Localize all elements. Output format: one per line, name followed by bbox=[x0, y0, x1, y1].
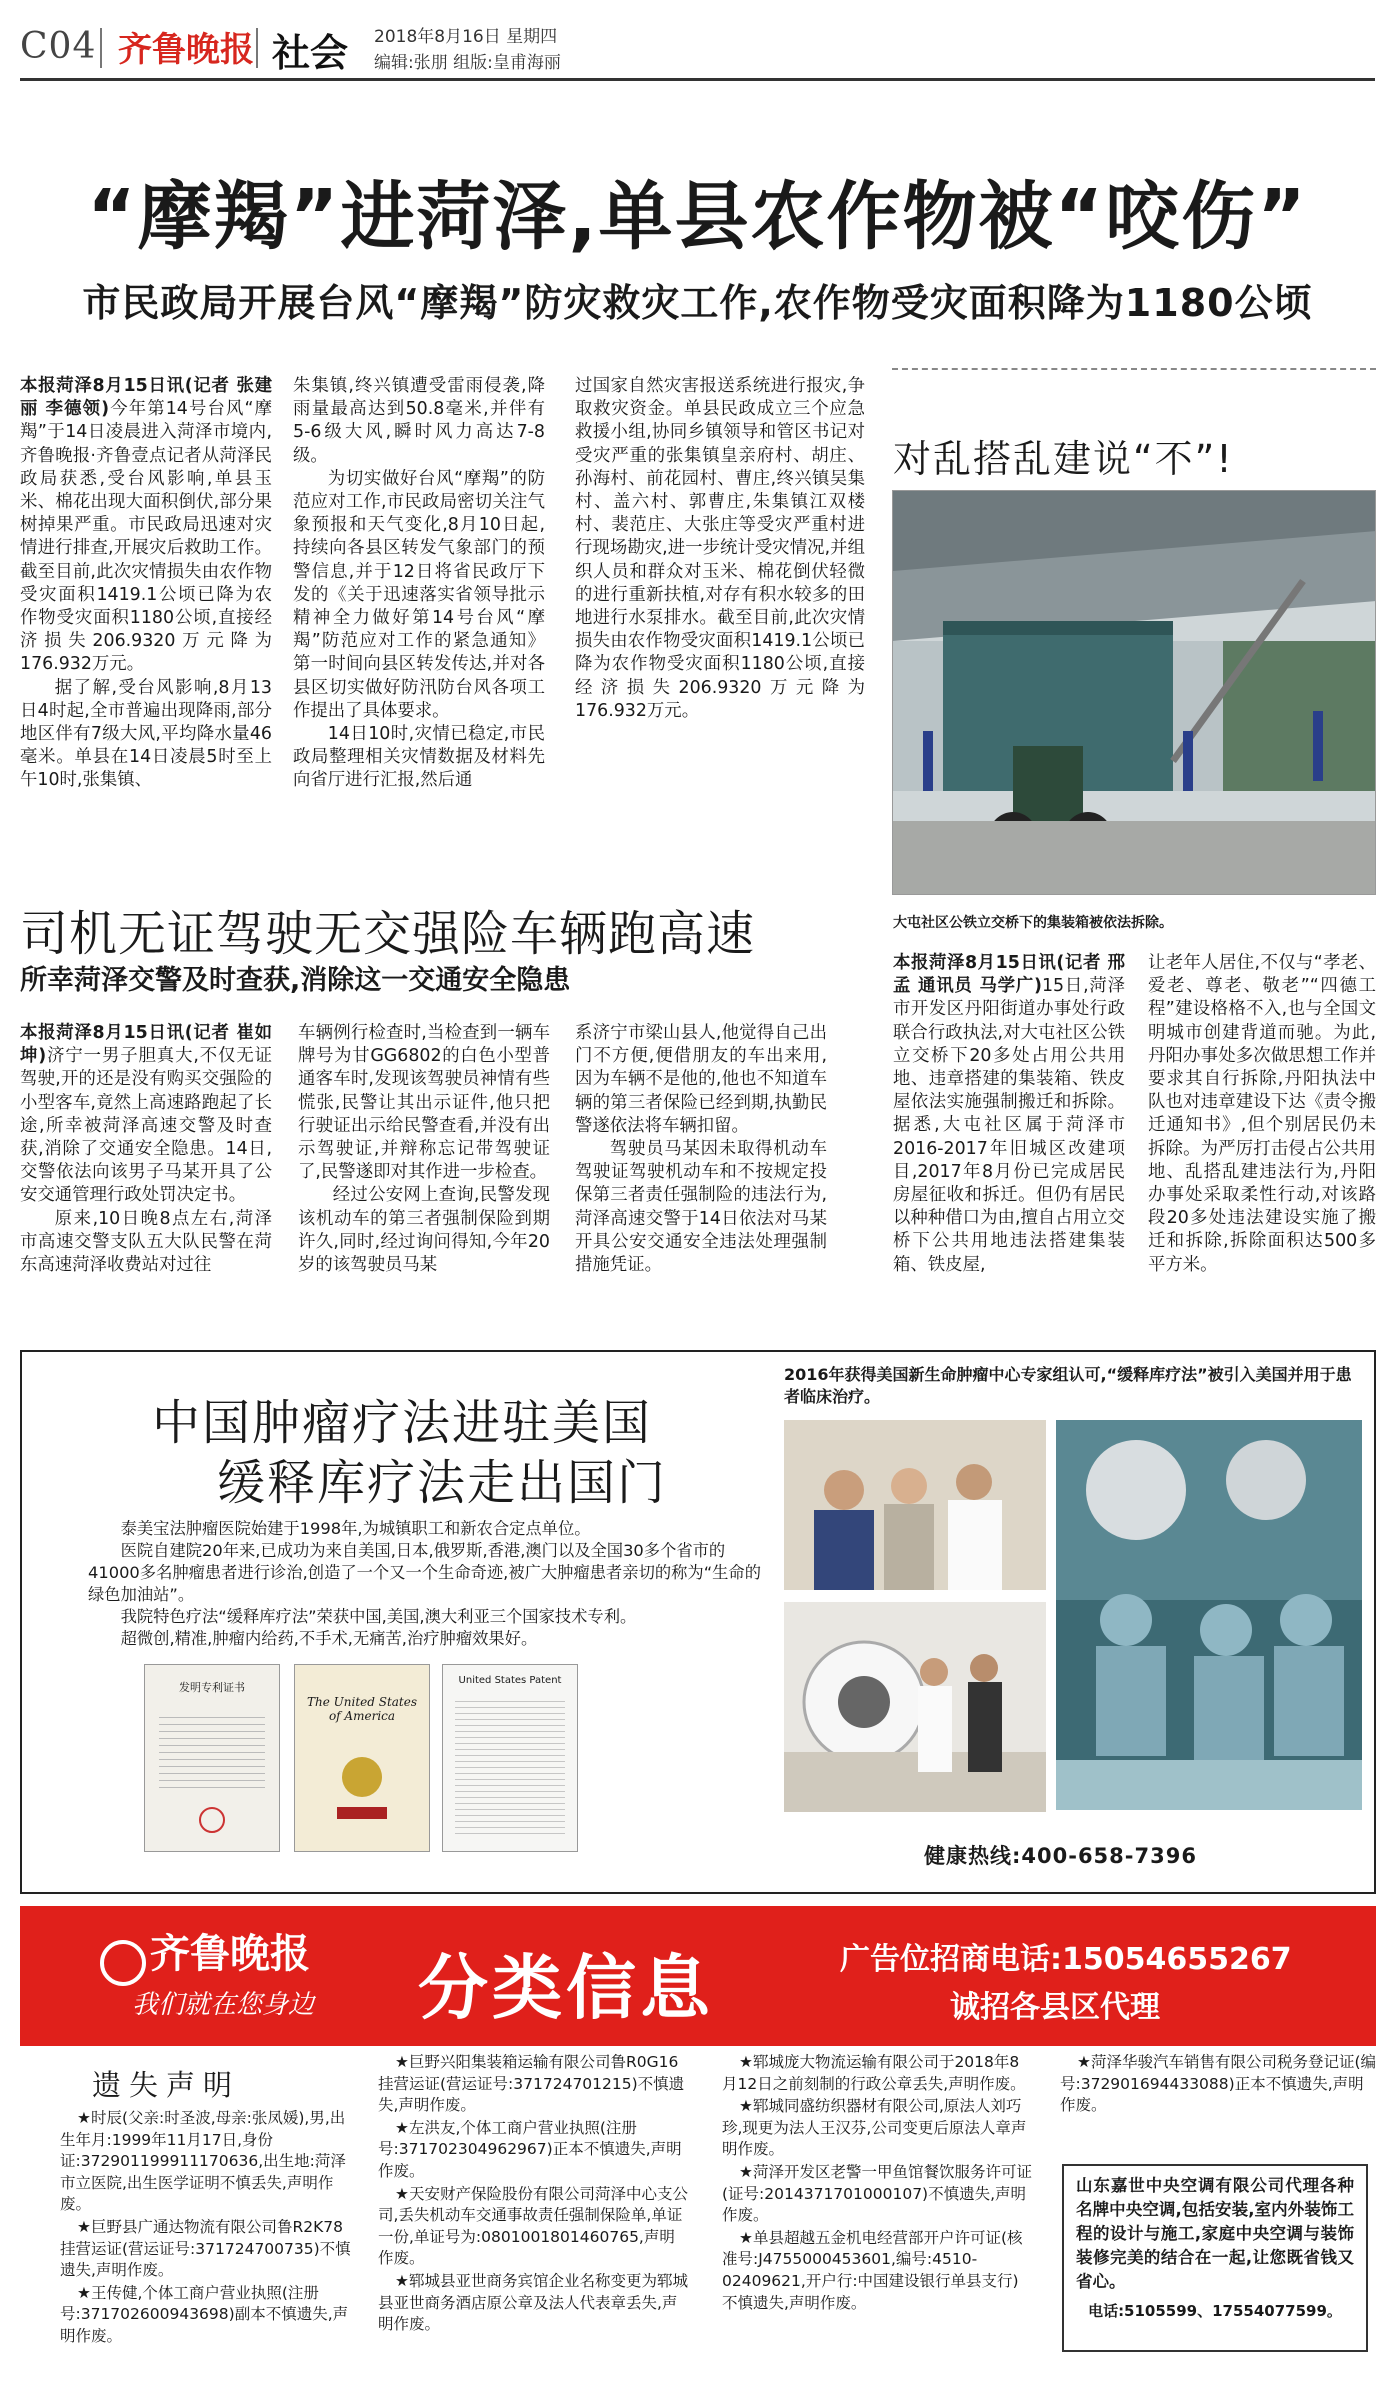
ad-paragraph: 医院自建院20年来,已成功为来自美国,日本,俄罗斯,香港,澳门以及全国30多个省市的41000多名肿瘤患者进行诊治,创造了一个又一个生命奇迹,被广大肿瘤患者亲切的称为“生命的绿色加油站”。 bbox=[88, 1541, 761, 1604]
certificate-text-lines bbox=[159, 1711, 265, 1791]
divider bbox=[256, 28, 258, 68]
classified-entry: ★单县超越五金机电经营部开户许可证(核准号:J4755000453601,编号:4510-02409621,开户行:中国建设银行单县支行)不慎遗失,声明作废。 bbox=[722, 2228, 1023, 2312]
ct-room-illustration bbox=[784, 1602, 1046, 1812]
paragraph: 15日,菏泽市开发区丹阳街道办事处行政联合行政执法,对大屯社区公铁立交桥下20多处占用公共用地、违章搭建的集装箱、铁皮屋依法实施强制搬迁和拆除。据悉,大屯社区属于菏泽市2016-2017年旧城区改建项目,2017年8月份已完成居民房屋征收和拆迁。但仍有居民以种种借口为由,擅自占用立交桥下公共用地违法搭建集装箱、铁皮屋, bbox=[893, 976, 1125, 1275]
ad-paragraph: 泰美宝法肿瘤医院始建于1998年,为城镇职工和新农合定点单位。 bbox=[120, 1519, 591, 1538]
paragraph: 驾驶员马某因未取得机动车驾驶证驾驶机动车和不按规定投保第三者责任强制险的违法行为,菏泽高速交警于14日依法对马某开具公安交通安全违法处理强制措施凭证。 bbox=[575, 1139, 827, 1276]
paragraph: 据了解,受台风影响,8月13日4时起,全市普遍出现降雨,部分地区伴有7级大风,平均降水量46毫米。单县在14日凌晨5时至上午10时,张集镇、 bbox=[20, 677, 272, 791]
classified-entry: ★左洪友,个体工商户营业执照(注册号:371702304962967)正本不慎遗失,声明作废。 bbox=[378, 2118, 682, 2180]
classified-col-2 bbox=[378, 2052, 688, 2337]
divider bbox=[100, 28, 102, 68]
classified-col-4 bbox=[1060, 2052, 1376, 2118]
classified-entry: ★郓城同盛纺织器材有限公司,原法人刘巧珍,现更为法人王汉芬,公司变更后原法人章声明作废。 bbox=[722, 2097, 1027, 2159]
issue-date: 2018年8月16日 星期四 bbox=[374, 27, 558, 47]
aircon-ad-box bbox=[1062, 2164, 1368, 2352]
paragraph: 系济宁市梁山县人,他觉得自己出门不方便,便借朋友的车出来用,因为车辆不是他的,他也不知道车辆的第三者保险已经到期,执勤民警遂依法将车辆扣留。 bbox=[575, 1023, 827, 1136]
byline: 本报菏泽8月15日讯(记者 张建丽 李德领) bbox=[20, 376, 272, 420]
paragraph: 车辆例行检查时,当检查到一辆车牌号为甘GG6802的白色小型普通客车时,发现该驾驶员神情有些慌张,民警让其出示证件,他只把行驶证出示给民警查看,并没有出示驾驶证,并辩称忘记带驾驶证了,民警遂即对其作进一步检查。 bbox=[298, 1023, 550, 1183]
driver-col-3 bbox=[575, 1022, 827, 1277]
page-number: C04 bbox=[20, 26, 97, 67]
classified-entry: ★郓城县亚世商务宾馆企业名称变更为郓城县亚世商务酒店原公章及法人代表章丢失,声明作废。 bbox=[378, 2271, 688, 2334]
classified-col-3 bbox=[722, 2052, 1032, 2315]
photo-caption: 大屯社区公铁立交桥下的集装箱被依法拆除。 bbox=[893, 915, 1173, 931]
classified-entry: ★菏泽华骏汽车销售有限公司税务登记证(编号:372901694433088)正本不慎遗失,声明作废。 bbox=[1060, 2053, 1376, 2115]
ad-paragraph: 超微创,精准,肿瘤内给药,不手术,无痛苦,治疗肿瘤效果好。 bbox=[120, 1629, 538, 1648]
surgery-illustration bbox=[1056, 1420, 1362, 1810]
aircon-ad-phone: 电话:5105599、17554077599。 bbox=[1088, 2302, 1342, 2320]
lead-col-1 bbox=[20, 375, 272, 793]
classified-entry: ★王传健,个体工商户营业执照(注册号:371702600943698)副本不慎遗失,声明作废。 bbox=[60, 2283, 349, 2345]
right-col-2 bbox=[1148, 952, 1376, 1277]
lost-heading: 遗失声明 bbox=[92, 2068, 241, 2102]
paragraph: 过国家自然灾害报送系统进行报灾,争取救灾资金。单县民政成立三个应急救援小组,协同乡镇领导和管区书记对受灾严重的张集镇皇亲府村、胡庄、孙海村、前花园村、曹庄,终兴镇吴集村、盖六村、郭曹庄,朱集镇江双楼村、裴范庄、大张庄等受灾严重村进行现场勘灾,进一步统计受灾情况,并组织人员和群众对玉米、棉花倒伏轻微的进行重新扶植,对存有积水较多的田地进行水泵排水。截至目前,此次灾情损失由农作物受灾面积1419.1公顷已降为农作物受灾面积1180公顷,直接经济损失206.9320万元降为176.932万元。 bbox=[575, 376, 865, 721]
agent-recruit: 诚招各县区代理 bbox=[950, 1990, 1160, 2025]
masthead-rule bbox=[20, 78, 1375, 81]
aircon-ad-text: 山东嘉世中央空调有限公司代理各种名牌中央空调,包括安装,室内外装饰工程的设计与施工,家庭中央空调与装饰装修完美的结合在一起,让您既省钱又省心。 bbox=[1076, 2176, 1354, 2291]
certificate-title: 发明专利证书 bbox=[179, 1681, 245, 1694]
patent-certificate-usa bbox=[294, 1664, 430, 1852]
lead-col-3 bbox=[575, 375, 865, 723]
classified-entry: ★郓城庞大物流运输有限公司于2018年8月12日之前刻制的行政公章丢失,声明作废。 bbox=[722, 2053, 1026, 2093]
ribbon-icon bbox=[337, 1807, 387, 1819]
classified-entry: ★菏泽开发区老警一甲鱼馆餐饮服务许可证(证号:2014371701000107)不慎遗失,声明作废。 bbox=[722, 2162, 1032, 2225]
right-story-title: 对乱搭乱建说“不”! bbox=[893, 437, 1234, 481]
classified-col-1 bbox=[60, 2108, 356, 2349]
surgery-photo bbox=[1056, 1420, 1362, 1810]
photo-illustration bbox=[893, 491, 1376, 895]
classifieds-logo: 齐鲁晚报 bbox=[150, 1930, 310, 1977]
classified-entry: ★巨野兴阳集装箱运输有限公司鲁R0G16挂营运证(营运证号:371724701215)不慎遗失,声明作废。 bbox=[378, 2053, 685, 2115]
certificate-text-lines bbox=[455, 1696, 565, 1836]
paragraph: 朱集镇,终兴镇遭受雷雨侵袭,降雨量最高达到50.8毫米,并伴有5-6级大风,瞬时风力高达7-8级。 bbox=[293, 376, 545, 466]
driver-headline: 司机无证驾驶无交强险车辆跑高速 bbox=[20, 906, 756, 962]
gold-seal-icon bbox=[342, 1757, 382, 1797]
paragraph: 今年第14号台风“摩羯”于14日凌晨进入菏泽市境内,齐鲁晚报·齐鲁壹点记者从菏泽民政局获悉,受台风影响,单县玉米、棉花出现大面积倒伏,部分果树掉果严重。市民政局迅速对灾情进行排查,开展灾后救助工作。截至目前,此次灾情损失由农作物受灾面积1419.1公顷已降为农作物受灾面积1180公顷,直接经济损失206.9320万元降为176.932万元。 bbox=[20, 399, 272, 675]
certificate-title: United States Patent bbox=[458, 1675, 562, 1686]
driver-col-1 bbox=[20, 1022, 272, 1277]
lead-col-2 bbox=[293, 375, 545, 793]
newspaper-logo: 齐鲁晚报 bbox=[118, 30, 254, 70]
lead-subhead: 市民政局开展台风“摩羯”防灾救灾工作,农作物受灾面积降为1180公顷 bbox=[82, 281, 1313, 325]
byline: 本报菏泽8月15日讯(记者 崔如坤) bbox=[20, 1023, 272, 1067]
editor-credits: 编辑:张朋 组版:皇甫海丽 bbox=[374, 53, 561, 73]
certificate-title: The United States of America bbox=[306, 1695, 418, 1723]
paragraph: 14日10时,灾情已稳定,市民政局整理相关灾情数据及材料先向省厅进行汇报,然后通 bbox=[293, 724, 545, 791]
ad-title-1: 中国肿瘤疗法进驻美国 bbox=[151, 1395, 652, 1451]
classified-entry: ★天安财产保险股份有限公司菏泽中心支公司,丢失机动车交通事故责任强制保险单,单证一份,单证号为:0801001801460765,声明作废。 bbox=[378, 2184, 688, 2268]
ad-title-2: 缓释库疗法走出国门 bbox=[216, 1455, 667, 1511]
photo-caption: 2016年获得美国新生命肿瘤中心专家组认可,“缓释库疗法”被引入美国并用于患者临床治疗。 bbox=[784, 1365, 1352, 1406]
container-demolition-photo bbox=[892, 490, 1376, 895]
paragraph: 经过公安网上查询,民警发现该机动车的第三者强制保险到期许久,同时,经过询问得知,今年20岁的该驾驶员马某 bbox=[298, 1185, 550, 1276]
seal-icon bbox=[199, 1807, 225, 1833]
hospital-advertisement bbox=[20, 1350, 1376, 1894]
classified-entry: ★巨野县广通达物流有限公司鲁R2K78挂营运证(营运证号:371724700735)不慎遗失,声明作废。 bbox=[60, 2217, 351, 2280]
masthead bbox=[0, 0, 1395, 86]
lead-headline: “摩羯”进菏泽,单县农作物被“咬伤” bbox=[87, 174, 1308, 260]
ad-paragraph: 我院特色疗法“缓释库疗法”荣获中国,美国,澳大利亚三个国家技术专利。 bbox=[120, 1607, 637, 1626]
ad-phone: 广告位招商电话:15054655267 bbox=[840, 1942, 1292, 1977]
classified-entry: ★时辰(父亲:时圣波,母亲:张凤媛),男,出生年月:1999年11月17日,身份证:372901199911170636,出生地:菏泽市立医院,出生医学证明不慎丢失,声明作废。 bbox=[60, 2109, 346, 2214]
driver-col-2 bbox=[298, 1022, 550, 1277]
paragraph: 让老年人居住,不仅与“孝老、爱老、尊老、敬老”“四德工程”建设格格不入,也与全国文明城市创建背道而驰。为此,丹阳办事处多次做思想工作并要求其自行拆除,丹阳执法中队也对违章建设下达《责令搬迁通知书》,但个别居民仍未拆除。为严厉打击侵占公共用地、乱搭乱建违法行为,丹阳办事处采取柔性行动,对该路段20多处违法建设实施了搬迁和拆除,拆除面积达500多平方米。 bbox=[1148, 953, 1376, 1275]
right-col-1 bbox=[893, 952, 1125, 1277]
dashed-divider bbox=[892, 368, 1376, 370]
driver-subhead: 所幸菏泽交警及时查获,消除这一交通安全隐患 bbox=[20, 965, 571, 996]
logo-emblem-icon bbox=[100, 1940, 146, 1986]
section-name: 社会 bbox=[272, 31, 349, 75]
paragraph: 为切实做好台风“摩羯”的防范应对工作,市民政局密切关注气象预报和天气变化,8月10日起,持续向各县区转发气象部门的预警信息,并于12日将省民政厅下发的《关于迅速落实省领导批示精神全力做好第14号台风“摩羯”防范应对工作的紧急通知》第一时间向县区转发传达,并对各县区切实做好防汛防台风各项工作提出了具体要求。 bbox=[293, 468, 545, 721]
doctors-group-photo bbox=[784, 1420, 1046, 1590]
health-hotline: 健康热线:400-658-7396 bbox=[924, 1844, 1197, 1868]
classifieds-slogan: 我们就在您身边 bbox=[132, 1990, 315, 2020]
doctors-illustration bbox=[784, 1420, 1046, 1590]
paragraph: 原来,10日晚8点左右,菏泽市高速交警支队五大队民警在菏东高速菏泽收费站对过往 bbox=[20, 1208, 272, 1276]
patent-certificate-china bbox=[144, 1664, 280, 1852]
patent-certificate-australia bbox=[442, 1664, 578, 1852]
ct-scanner-photo bbox=[784, 1602, 1046, 1812]
classifieds-banner bbox=[20, 1906, 1376, 2046]
classifieds-title: 分类信息 bbox=[418, 1947, 714, 2029]
paragraph: 济宁一男子胆真大,不仅无证驾驶,开的还是没有购买交强险的小型客车,竟然上高速路跑起了长途,所幸被菏泽高速交警及时查获,消除了交通安全隐患。14日,交警依法向该男子马某开具了公安交通管理行政处罚决定书。 bbox=[20, 1046, 273, 1206]
byline: 本报菏泽8月15日讯(记者 邢孟 通讯员 马学广) bbox=[893, 953, 1125, 997]
ad-body bbox=[88, 1518, 768, 1650]
